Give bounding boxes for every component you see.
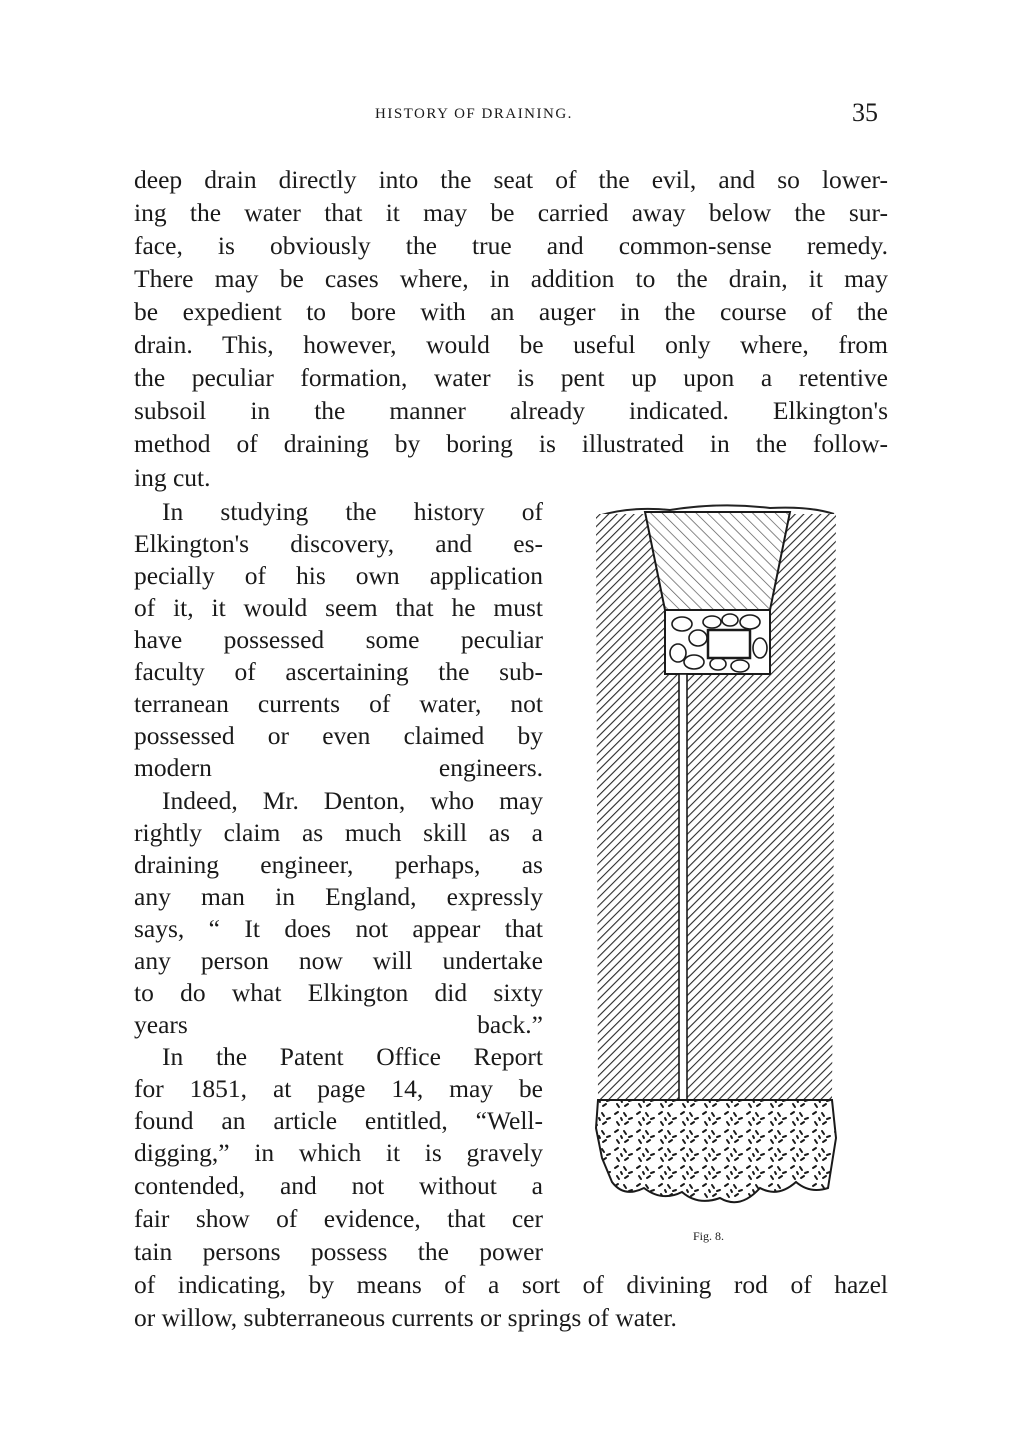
text-line: Indeed, Mr. Denton, who may bbox=[162, 786, 543, 815]
text-line: face, is obviously the true and common-sense remedy. bbox=[134, 231, 888, 260]
text-line: deep drain directly into the seat of the evil, and so lower- bbox=[134, 165, 888, 194]
text-line: found an article entitled, “Well- bbox=[134, 1106, 543, 1135]
drain-boring-illustration bbox=[590, 498, 842, 1208]
text-line: be expedient to bore with an auger in the course of the bbox=[134, 297, 888, 326]
text-line: of it, it would seem that he must bbox=[134, 593, 543, 622]
text-line: digging,” in which it is gravely bbox=[134, 1138, 543, 1167]
text-line: pecially of his own application bbox=[134, 561, 543, 590]
text-line: the peculiar formation, water is pent up upon a retentive bbox=[134, 363, 888, 392]
text-line: fair show of evidence, that cer bbox=[134, 1204, 543, 1233]
text-line: faculty of ascertaining the sub- bbox=[134, 657, 543, 686]
text-line: There may be cases where, in addition to the drain, it may bbox=[134, 264, 888, 293]
text-line: contended, and not without a bbox=[134, 1171, 543, 1200]
running-head: HISTORY OF DRAINING. bbox=[375, 106, 573, 122]
text-line: draining engineer, perhaps, as bbox=[134, 850, 543, 879]
text-line: In studying the history of bbox=[162, 497, 543, 526]
text-line: says, “ It does not appear that bbox=[134, 914, 543, 943]
text-line: or willow, subterraneous currents or springs of water. bbox=[134, 1303, 677, 1332]
text-line: to do what Elkington did sixty bbox=[134, 978, 543, 1007]
text-line: Elkington's discovery, and es- bbox=[134, 529, 543, 558]
text-line: rightly claim as much skill as a bbox=[134, 818, 543, 847]
text-line: subsoil in the manner already indicated. Elkington's bbox=[134, 396, 888, 425]
text-line: ing the water that it may be carried away below the sur- bbox=[134, 198, 888, 227]
text-line: terranean currents of water, not bbox=[134, 689, 543, 718]
text-line: any person now will undertake bbox=[134, 946, 543, 975]
text-line: possessed or even claimed by bbox=[134, 721, 543, 750]
text-line: ing cut. bbox=[134, 463, 211, 492]
text-line: method of draining by boring is illustrated in the follow- bbox=[134, 429, 888, 458]
text-line: years back.” bbox=[134, 1010, 543, 1039]
figure-caption: Fig. 8. bbox=[693, 1229, 725, 1243]
text-line: modern engineers. bbox=[134, 753, 543, 782]
text-line: tain persons possess the power bbox=[134, 1237, 543, 1266]
text-line: of indicating, by means of a sort of divining rod of hazel bbox=[134, 1270, 888, 1299]
text-line: any man in England, expressly bbox=[134, 882, 543, 911]
text-line: In the Patent Office Report bbox=[162, 1042, 543, 1071]
page-number: 35 bbox=[852, 98, 878, 127]
text-line: for 1851, at page 14, may be bbox=[134, 1074, 543, 1103]
text-line: drain. This, however, would be useful only where, from bbox=[134, 330, 888, 359]
text-line: have possessed some peculiar bbox=[134, 625, 543, 654]
